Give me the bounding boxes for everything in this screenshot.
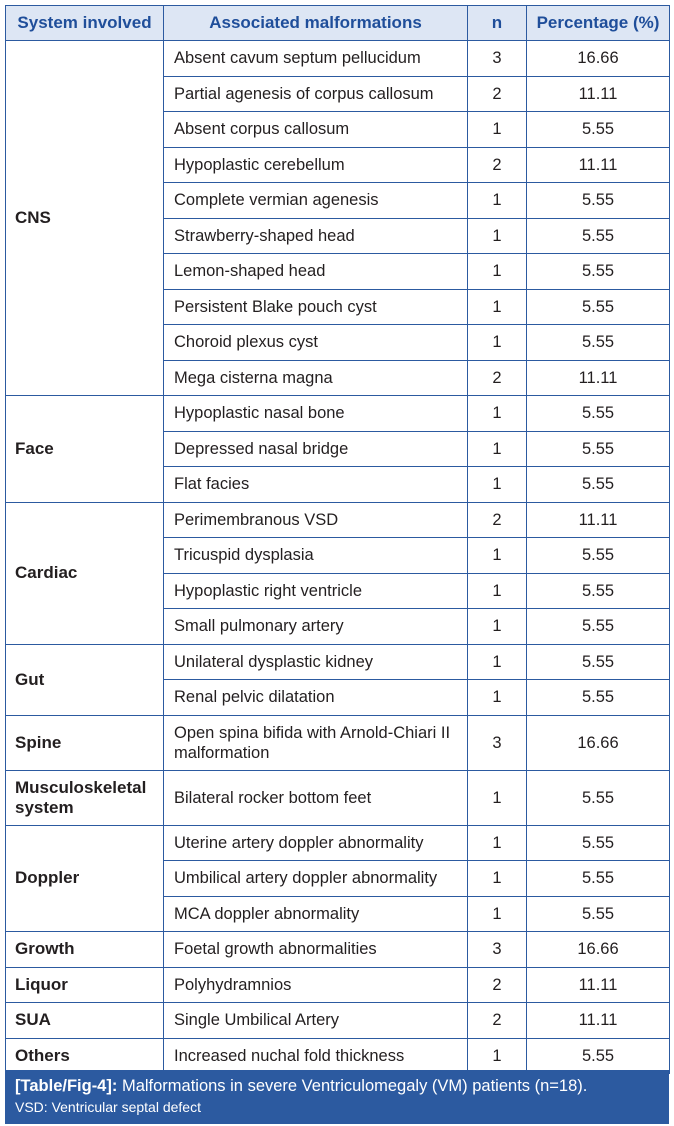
percentage-cell: 5.55: [527, 861, 670, 897]
malformations-table: [5, 5, 670, 1074]
n-cell: 3: [468, 932, 527, 968]
malformation-cell: Partial agenesis of corpus callosum: [164, 76, 468, 112]
malformation-cell: MCA doppler abnormality: [164, 896, 468, 932]
malformation-cell: Strawberry-shaped head: [164, 218, 468, 254]
n-cell: 1: [468, 218, 527, 254]
system-cell: Gut: [6, 644, 164, 715]
system-cell: Face: [6, 396, 164, 503]
malformation-cell: Bilateral rocker bottom feet: [164, 770, 468, 825]
system-cell: CNS: [6, 41, 164, 396]
caption-text: Malformations in severe Ventriculomegaly (VM) patients (n=18).: [117, 1077, 588, 1095]
caption-label: [Table/Fig-4]:: [15, 1077, 118, 1095]
malformation-cell: Small pulmonary artery: [164, 609, 468, 645]
malformation-cell: Open spina bifida with Arnold-Chiari II malformation: [164, 715, 468, 770]
system-cell: Spine: [6, 715, 164, 770]
n-cell: 2: [468, 967, 527, 1003]
header-n: n: [468, 6, 527, 41]
percentage-cell: 5.55: [527, 325, 670, 361]
percentage-cell: 11.11: [527, 1003, 670, 1039]
n-cell: 1: [468, 254, 527, 290]
percentage-cell: 5.55: [527, 112, 670, 148]
malformation-cell: Perimembranous VSD: [164, 502, 468, 538]
caption-note: VSD: Ventricular septal defect: [15, 1099, 201, 1115]
malformation-cell: Choroid plexus cyst: [164, 325, 468, 361]
percentage-cell: 11.11: [527, 360, 670, 396]
malformation-cell: Flat facies: [164, 467, 468, 503]
percentage-cell: 5.55: [527, 289, 670, 325]
percentage-cell: 5.55: [527, 896, 670, 932]
percentage-cell: 5.55: [527, 825, 670, 861]
percentage-cell: 5.55: [527, 467, 670, 503]
malformation-cell: Umbilical artery doppler abnormality: [164, 861, 468, 897]
table-row: [6, 502, 670, 538]
header-percentage: Percentage (%): [527, 6, 670, 41]
table-row: [6, 825, 670, 861]
percentage-cell: 11.11: [527, 147, 670, 183]
n-cell: 1: [468, 825, 527, 861]
system-cell: Cardiac: [6, 502, 164, 644]
n-cell: 2: [468, 76, 527, 112]
n-cell: 1: [468, 325, 527, 361]
n-cell: 1: [468, 770, 527, 825]
n-cell: 2: [468, 1003, 527, 1039]
percentage-cell: 5.55: [527, 254, 670, 290]
header-row: [6, 6, 670, 41]
table-row: [6, 770, 670, 825]
percentage-cell: 16.66: [527, 932, 670, 968]
system-cell: Liquor: [6, 967, 164, 1003]
n-cell: 1: [468, 680, 527, 716]
n-cell: 1: [468, 896, 527, 932]
percentage-cell: 5.55: [527, 538, 670, 574]
system-cell: Growth: [6, 932, 164, 968]
percentage-cell: 5.55: [527, 218, 670, 254]
system-cell: Others: [6, 1038, 164, 1074]
malformation-cell: Absent cavum septum pellucidum: [164, 41, 468, 77]
percentage-cell: 5.55: [527, 431, 670, 467]
n-cell: 2: [468, 360, 527, 396]
malformation-cell: Hypoplastic nasal bone: [164, 396, 468, 432]
percentage-cell: 5.55: [527, 573, 670, 609]
header-system: System involved: [6, 6, 164, 41]
table-body: [6, 41, 670, 1074]
malformation-cell: Hypoplastic cerebellum: [164, 147, 468, 183]
n-cell: 1: [468, 1038, 527, 1074]
n-cell: 3: [468, 715, 527, 770]
n-cell: 1: [468, 431, 527, 467]
system-cell: Doppler: [6, 825, 164, 932]
table-row: [6, 396, 670, 432]
table-row: [6, 967, 670, 1003]
malformation-cell: Single Umbilical Artery: [164, 1003, 468, 1039]
table-row: [6, 932, 670, 968]
table-row: [6, 1003, 670, 1039]
malformation-cell: Foetal growth abnormalities: [164, 932, 468, 968]
percentage-cell: 16.66: [527, 715, 670, 770]
n-cell: 1: [468, 289, 527, 325]
percentage-cell: 11.11: [527, 502, 670, 538]
percentage-cell: 16.66: [527, 41, 670, 77]
n-cell: 2: [468, 147, 527, 183]
n-cell: 3: [468, 41, 527, 77]
malformation-cell: Absent corpus callosum: [164, 112, 468, 148]
malformation-cell: Uterine artery doppler abnormality: [164, 825, 468, 861]
table-row: [6, 41, 670, 77]
n-cell: 1: [468, 644, 527, 680]
malformation-cell: Persistent Blake pouch cyst: [164, 289, 468, 325]
table-caption: [5, 1070, 669, 1124]
malformation-cell: Complete vermian agenesis: [164, 183, 468, 219]
malformation-cell: Mega cisterna magna: [164, 360, 468, 396]
percentage-cell: 5.55: [527, 1038, 670, 1074]
malformation-cell: Unilateral dysplastic kidney: [164, 644, 468, 680]
system-cell: SUA: [6, 1003, 164, 1039]
n-cell: 1: [468, 112, 527, 148]
table-row: [6, 644, 670, 680]
percentage-cell: 11.11: [527, 967, 670, 1003]
n-cell: 1: [468, 609, 527, 645]
percentage-cell: 5.55: [527, 770, 670, 825]
malformation-cell: Tricuspid dysplasia: [164, 538, 468, 574]
percentage-cell: 11.11: [527, 76, 670, 112]
table-container: [5, 5, 669, 1074]
n-cell: 1: [468, 467, 527, 503]
percentage-cell: 5.55: [527, 183, 670, 219]
percentage-cell: 5.55: [527, 680, 670, 716]
percentage-cell: 5.55: [527, 644, 670, 680]
header-malformation: Associated malformations: [164, 6, 468, 41]
malformation-cell: Depressed nasal bridge: [164, 431, 468, 467]
percentage-cell: 5.55: [527, 609, 670, 645]
malformation-cell: Increased nuchal fold thickness: [164, 1038, 468, 1074]
malformation-cell: Lemon-shaped head: [164, 254, 468, 290]
table-row: [6, 1038, 670, 1074]
n-cell: 1: [468, 861, 527, 897]
table-row: [6, 715, 670, 770]
malformation-cell: Renal pelvic dilatation: [164, 680, 468, 716]
system-cell: Musculoskeletal system: [6, 770, 164, 825]
percentage-cell: 5.55: [527, 396, 670, 432]
n-cell: 1: [468, 396, 527, 432]
n-cell: 2: [468, 502, 527, 538]
malformation-cell: Hypoplastic right ventricle: [164, 573, 468, 609]
malformation-cell: Polyhydramnios: [164, 967, 468, 1003]
caption-line: [15, 1075, 659, 1097]
n-cell: 1: [468, 573, 527, 609]
n-cell: 1: [468, 183, 527, 219]
n-cell: 1: [468, 538, 527, 574]
